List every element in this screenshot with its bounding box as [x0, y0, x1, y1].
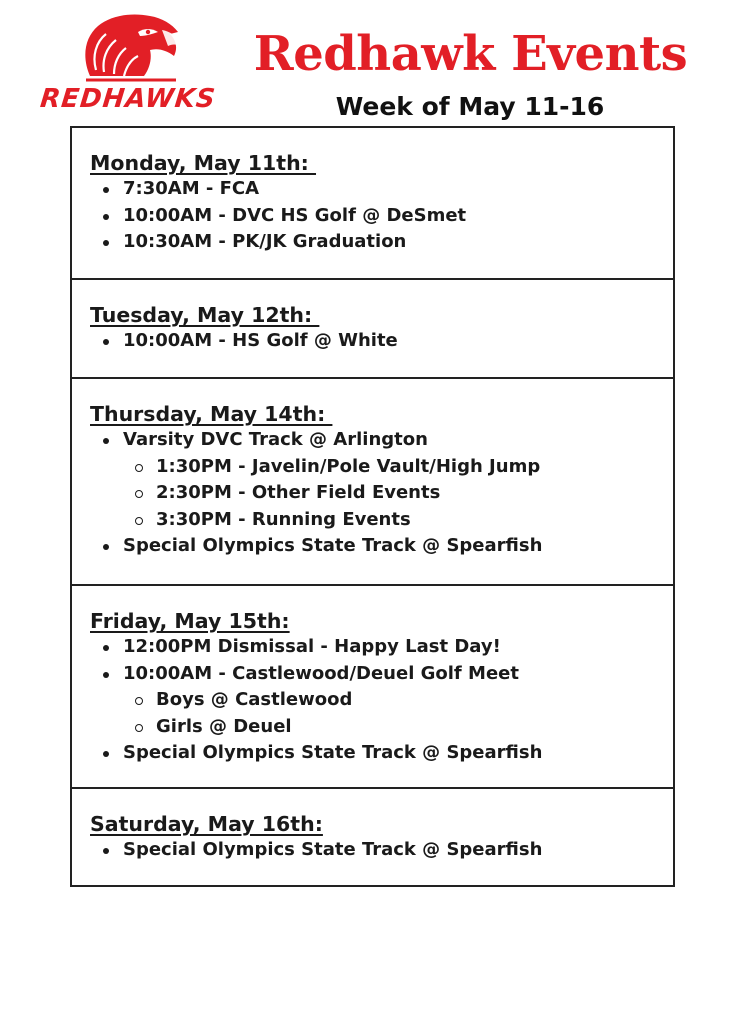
- event-item: 10:00AM - DVC HS Golf @ DeSmet: [90, 203, 673, 230]
- day-section-monday: [72, 128, 673, 278]
- event-list: [90, 176, 673, 256]
- event-item: Special Olympics State Track @ Spearfish: [90, 740, 673, 767]
- sub-event-item: 1:30PM - Javelin/Pole Vault/High Jump: [90, 454, 673, 481]
- day-heading: Saturday, May 16th:: [90, 812, 323, 836]
- day-heading: Monday, May 11th:: [90, 151, 317, 175]
- event-item: 10:30AM - PK/JK Graduation: [90, 229, 673, 256]
- event-item: Special Olympics State Track @ Spearfish: [90, 837, 673, 864]
- event-item: 12:00PM Dismissal - Happy Last Day!: [90, 634, 673, 661]
- sub-event-item: 3:30PM - Running Events: [90, 507, 673, 534]
- sub-event-item: Girls @ Deuel: [90, 714, 673, 741]
- hawk-head-icon: [26, 10, 226, 90]
- sub-event-item: Boys @ Castlewood: [90, 687, 673, 714]
- event-list: [90, 328, 673, 355]
- event-list: [90, 837, 673, 864]
- day-section-tuesday: [72, 278, 673, 377]
- event-item: Special Olympics State Track @ Spearfish: [90, 533, 673, 560]
- event-list: [90, 427, 673, 560]
- event-item: Varsity DVC Track @ Arlington: [90, 427, 673, 454]
- redhawks-logo: [26, 10, 226, 116]
- event-item: 7:30AM - FCA: [90, 176, 673, 203]
- schedule-table: [70, 126, 675, 887]
- page-title: Redhawk Events: [253, 26, 688, 82]
- day-heading: Tuesday, May 12th:: [90, 303, 320, 327]
- day-section-saturday: [72, 787, 673, 885]
- day-heading: Thursday, May 14th:: [90, 402, 333, 426]
- page-subtitle: Week of May 11-16: [335, 92, 605, 121]
- day-section-thursday: [72, 377, 673, 584]
- logo-wordmark: REDHAWKS: [38, 84, 218, 114]
- event-item: 10:00AM - HS Golf @ White: [90, 328, 673, 355]
- day-heading: Friday, May 15th:: [90, 609, 290, 633]
- event-list: [90, 634, 673, 767]
- sub-event-item: 2:30PM - Other Field Events: [90, 480, 673, 507]
- event-item: 10:00AM - Castlewood/Deuel Golf Meet: [90, 661, 673, 688]
- day-section-friday: [72, 584, 673, 787]
